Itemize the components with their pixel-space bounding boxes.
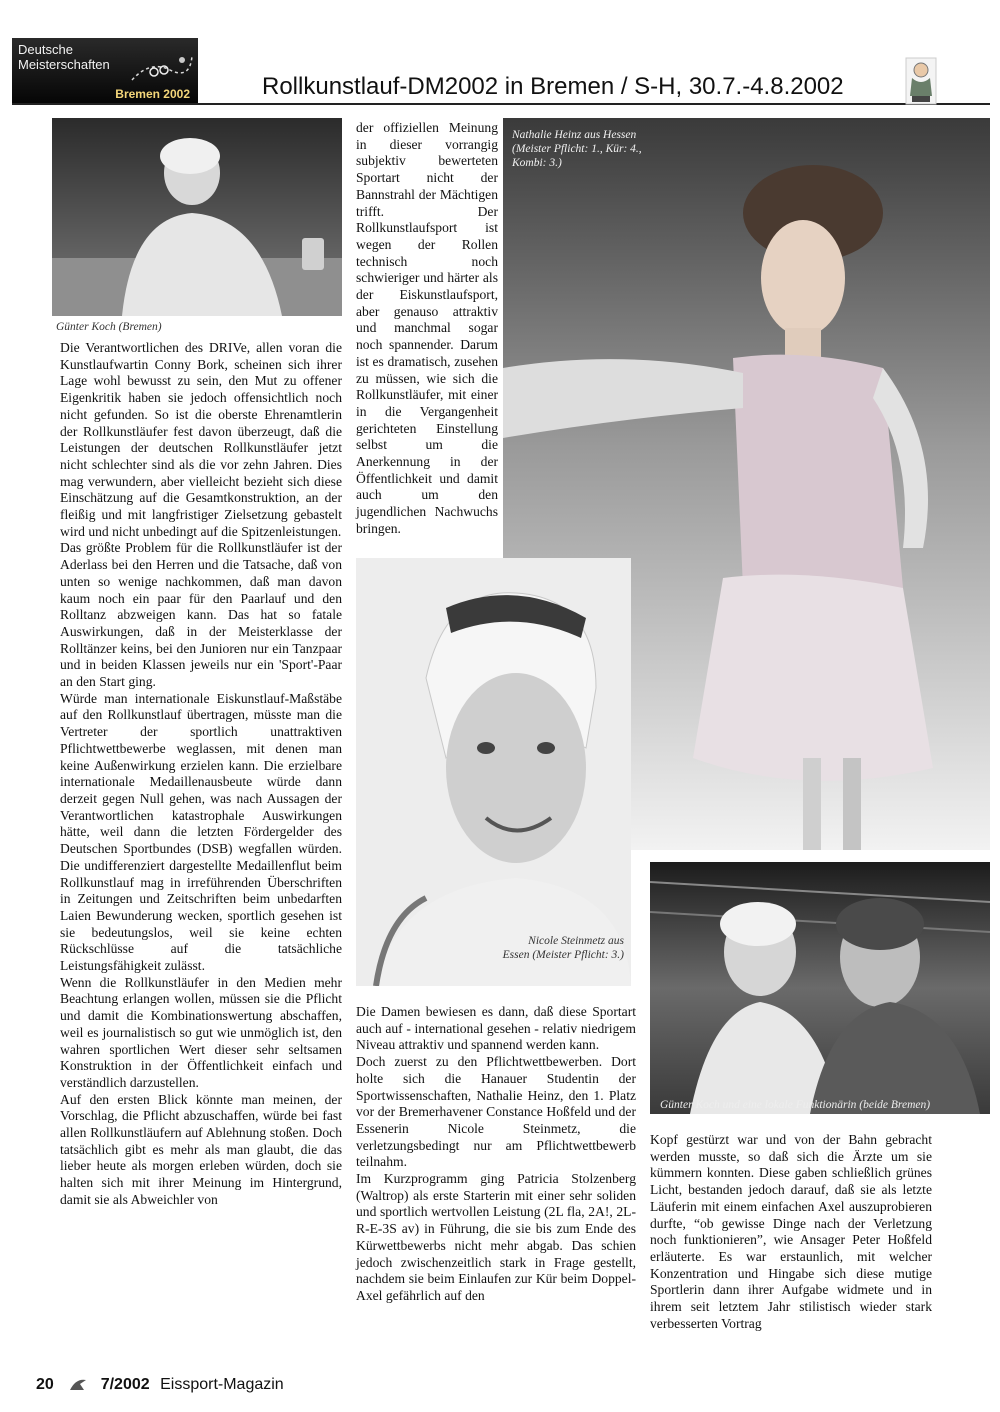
col3-paragraph: Kopf gestürzt war und von der Bahn gebracht werden musste, so daß sich die Ärzte um sie kümmern konnten. Diese gaben schließlich grünes Licht, bestanden jedoch darauf, daß sie als letzte Läuferin mit einem einfachen Axel auszuprobieren durfte, “ob gewisse Dinge nach der Verletzung noch funktionieren”, wie Ansager Peter Hoßfeld erläuterte. Es war erstaunlich, mit welcher Konzentration und Hingabe sich diese mutige Sportlerin dann ihrer Aufgabe widmete und in ihrem seit letztem Jahr stilistisch wieder stark verbesserten Vortrag [650,1132,932,1331]
mascot-icon [902,56,940,106]
col2-bottom-paragraph-3: Im Kurzprogramm ging Patricia Stolzenberg (Waltrop) als erste Starterin mit einer sehr soliden und sportlich wertvollen Leistung (2L fla, 2A!, 2L-R-E-3S av) in Führung, die sie bis zum Ende des Kürwettbewerbs nicht mehr abgab. Das schien jedoch zwischenzeitlich stark in Frage gestellt, nachdem sie beim Einlaufen zur Kür beim Doppel-Axel gefährlich auf den [356,1171,636,1303]
photo-guenter-koch [52,118,342,316]
issue-number: 7/2002 [100,1376,150,1393]
skate-track-icon [130,50,194,86]
article-column-3 [650,1132,932,1332]
col2-bottom-paragraph-2: Doch zuerst zu den Pflichtwettbewerben. Dort holte sich die Hanauer Studentin der Sportwissenschaften, Nathalie Heinz, den 1. Platz vor der Bremerhavener Constance Hoßfeld und der Essenerin Nicole Steinmetz, die verletzungsbedingt nur am Pflichtwettbewerb teilnahm. [356,1054,636,1170]
col1-paragraph-5: Auf den ersten Blick könnte man meinen, der Vorschlag, die Pflicht abzuschaffen, würde bei fast allen Rollkunstläufern auf Ablehnung stoßen. Doch tatsächlich gibt es mehr als man glaubt, die das lieber heute als morgen erleben würden, doch sie halten sich mit ihrer Meinung im Hintergrund, damit sie als Abweichler von [60,1091,342,1207]
article-column-2-bottom [356,1004,636,1305]
page-number: 20 [36,1376,54,1393]
logo-line-2: Meisterschaften [18,57,110,72]
caption-koch-and-official: Günter Koch und eine lokale Funktionärin (beide Bremen) [660,1099,931,1111]
logo-line-1: Deutsche [18,42,73,57]
article-column-2-top [356,120,498,538]
col2-top-paragraph: der offiziellen Meinung in dieser vorrangig subjektiv bewerteten Sportart nicht der Bannstrahl der Mächtigen trifft. Der Rollkunstlaufsport ist wegen der Rollen technisch noch schwieriger und härter als der Eiskunstlaufsport, aber genauso attraktiv und manchmal sogar noch spannender. Darum ist es dramatisch, zusehen zu müssen, wie sich die Rollkunstläufer, mit einer in die Vergangenheit gerichteten Einstellung selbst um die Anerkennung in der Öffentlichkeit und damit auch um den jugendlichen Nachwuchs bringen. [356,120,498,536]
col1-paragraph-3: Würde man internationale Eiskunstlauf-Maßstäbe auf den Rollkunstlauf übertragen, müsste man die Vertreter der sportlich unattraktiven Pflichtwettbewerbe weglassen, mit denen man keine Außenwirkung erzielen kann. Die erzielbare internationale Medaillenausbeute würde dann derzeit gegen Null gehen, was nach Aussagen der Verantwortlichen katastrophale Auswirkungen hätte, weil dann die letzten Fördergelder des Deutschen Sportbundes (DSB) wegfallen würden. Die undifferenziert dargestellte Medaillenflut beim Rollkunstlauf mag in irreführenden Überschriften in Zeitungen und Zeitschriften beim unbedarften Laien Bewunderung wecken, sportlich gesehen ist sie bedeutungslos, weil sie keine echten Rückschlüsse auf die tatsächliche Leistungsfähigkeit zulässt. [60,690,342,974]
article-column-1 [60,340,342,1209]
col1-paragraph-2: Das größte Problem für die Rollkunstläufer ist der Aderlass bei den Herren und die Tatsache, daß von unten so wenige nachkommen, daß man davon kaum noch ein paar für den Paarlauf und den Rolltanz abzweigen kann. Das hat so fatale Auswirkungen, daß in der Meisterklasse der Rolltänzer keins, bei den Junioren nur ein Tanzpaar und in beiden Klassen jeweils nur ein 'Sport'-Paar an den Start ging. [60,540,342,690]
header-divider [12,103,990,105]
photo-koch-and-official [650,862,990,1114]
photo-nicole-steinmetz [356,558,631,986]
col1-paragraph-1: Die Verantwortlichen des DRIVe, allen voran die Kunstlaufwartin Conny Bork, scheinen sich ihrer Lage wohl bewusst zu sein, den Mut zu offener Eigenkritik haben sie jedoch offensichtlich noch nicht gefunden. So ist die oberste Ehrenamtlerin der Rollkunstläufer fest davon überzeugt, daß die Leistungen der deutschen Rollkunstläufer jetzt nicht schlechter sind als die vor zehn Jahren. Dies mag verwundern, aber vielleicht bezieht sich diese Einschätzung auf die Gesamtkonstruktion, an der fleißig und mit langfristiger Zielsetzung gebastelt wird und nicht unbedingt auf die Spitzenleistungen. [60,340,342,539]
caption-guenter-koch: Günter Koch (Bremen) [56,321,162,333]
page-title: Rollkunstlauf-DM2002 in Bremen / S-H, 30.7.-4.8.2002 [262,73,844,100]
logo-line-3: Bremen 2002 [115,87,190,101]
event-logo [12,38,198,104]
skater-logo-icon [68,1376,88,1392]
col1-paragraph-4: Wenn die Rollkunstläufer in den Medien mehr Beachtung erlangen wollen, müssen sie die Pflicht und damit die Kombinationswertung abschaffen, weil es journalistisch so gut wie unmöglich ist, den wahren sportlichen Wert dieser sehr seltsamen Konstruktion in der Öffentlichkeit einfach und verständlich darzustellen. [60,974,342,1090]
magazine-name: Eissport-Magazin [160,1376,284,1393]
caption-nicole-steinmetz: Nicole Steinmetz aus Essen (Meister Pflicht: 3.) [502,935,624,961]
col2-bottom-paragraph-1: Die Damen bewiesen es dann, daß diese Sportart auch auf - international gesehen - relativ niedrigem Niveau attraktiv und spannend werden kann. [356,1004,636,1053]
caption-nathalie-heinz: Nathalie Heinz aus Hessen (Meister Pflicht: 1., Kür: 4., Kombi: 3.) [512,129,642,169]
page-footer [36,1376,284,1394]
